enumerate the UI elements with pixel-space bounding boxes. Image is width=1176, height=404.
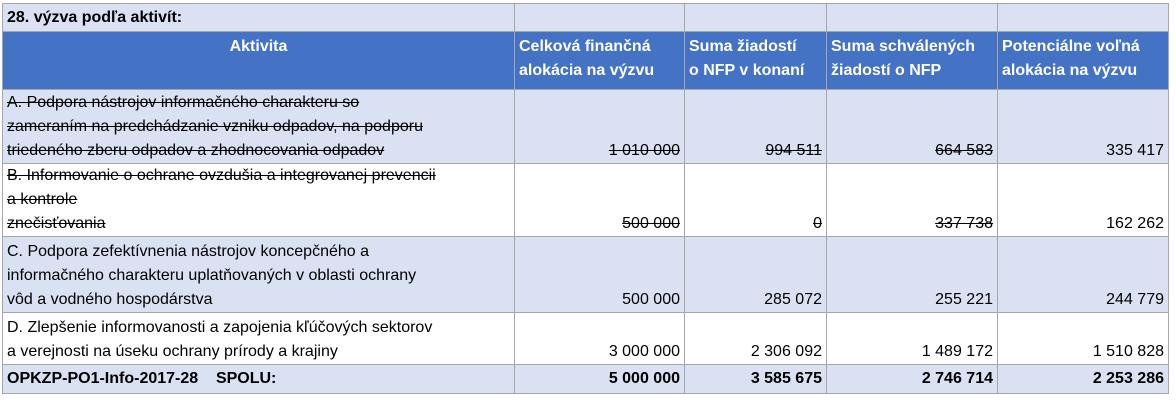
available-cell: 335 417 (998, 90, 1169, 164)
available-cell: 162 262 (998, 164, 1169, 237)
table-row (3, 164, 1169, 237)
table-header-row (3, 32, 1169, 90)
pending-cell: 285 072 (685, 237, 827, 313)
pending-cell: 994 511 (685, 90, 827, 164)
activity-cell: C. Podpora zefektívnenia nástrojov koncepčného a informačného charakteru uplatňovaných v oblasti ochrany vôd a vodného hospodárstva (3, 237, 515, 313)
table-title: 28. výzva podľa aktivít: (3, 4, 515, 32)
approved-cell: 1 489 172 (827, 313, 998, 365)
call-activity-table (2, 3, 1169, 394)
header-activity: Aktivita (3, 32, 515, 90)
activity-cell: A. Podpora nástrojov informačného charakteru so zameraním na predchádzanie vzniku odpadov, na podporu triedeného zberu odpadov a zhodnocovania odpadov (3, 90, 515, 164)
approved-cell: 337 738 (827, 164, 998, 237)
total-label: OPKZP-PO1-Info-2017-28 SPOLU: (3, 365, 515, 394)
total-allocation: 5 000 000 (515, 365, 685, 394)
allocation-cell: 3 000 000 (515, 313, 685, 365)
header-available: Potenciálne voľná alokácia na výzvu (998, 32, 1169, 90)
table-row (3, 313, 1169, 365)
pending-cell: 2 306 092 (685, 313, 827, 365)
total-approved: 2 746 714 (827, 365, 998, 394)
table-row (3, 237, 1169, 313)
available-cell: 1 510 828 (998, 313, 1169, 365)
available-cell: 244 779 (998, 237, 1169, 313)
header-approved: Suma schválených žiadostí o NFP (827, 32, 998, 90)
activity-cell: D. Zlepšenie informovanosti a zapojenia kľúčových sektorov a verejnosti na úseku ochrany prírody a krajiny (3, 313, 515, 365)
total-available: 2 253 286 (998, 365, 1169, 394)
total-pending: 3 585 675 (685, 365, 827, 394)
header-pending: Suma žiadostí o NFP v konaní (685, 32, 827, 90)
table-row (3, 90, 1169, 164)
total-row (3, 365, 1169, 394)
allocation-cell: 500 000 (515, 237, 685, 313)
activity-cell: B. Informovanie o ochrane ovzdušia a integrovanej prevencii a kontrole znečisťovania (3, 164, 515, 237)
pending-cell: 0 (685, 164, 827, 237)
table-title-row (3, 4, 1169, 32)
approved-cell: 255 221 (827, 237, 998, 313)
allocation-cell: 1 010 000 (515, 90, 685, 164)
allocation-cell: 500 000 (515, 164, 685, 237)
approved-cell: 664 583 (827, 90, 998, 164)
header-allocation: Celková finančná alokácia na výzvu (515, 32, 685, 90)
